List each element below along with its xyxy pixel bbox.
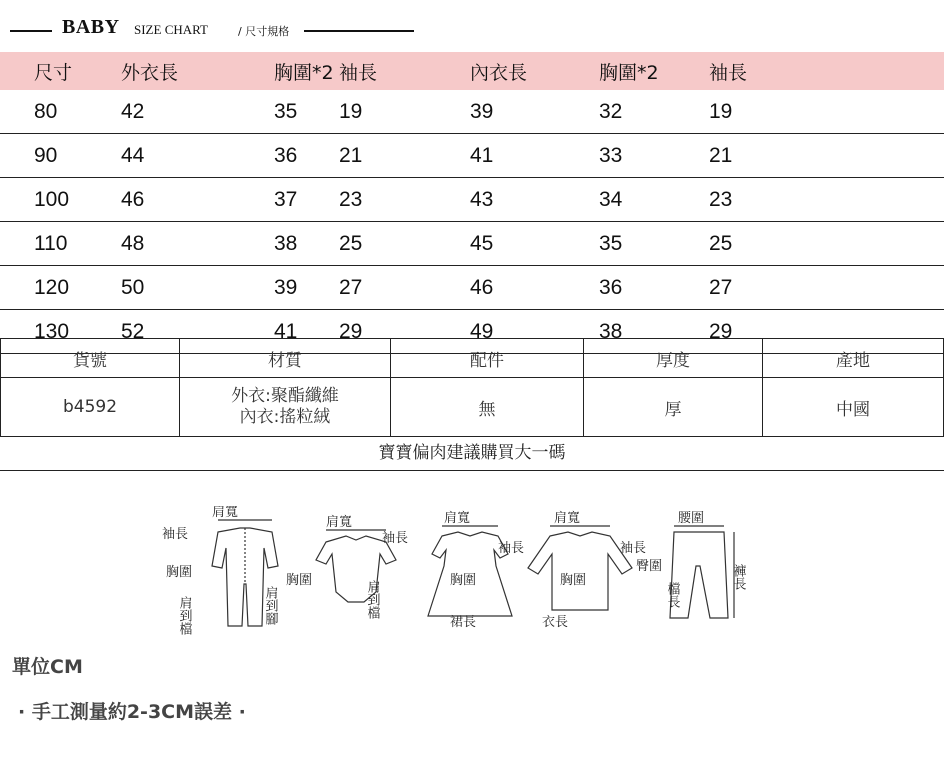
product-info-table: [0, 338, 944, 437]
table-cell: 41: [470, 134, 587, 178]
info-material: [180, 378, 391, 437]
table-cell: 27: [339, 266, 470, 310]
table-cell: 33: [587, 134, 708, 178]
table-cell: 50: [109, 266, 210, 310]
table-cell: 29: [339, 310, 470, 354]
top-chest-label: 胸圍: [560, 573, 587, 588]
table-cell: 23: [708, 178, 944, 222]
pants-crotch-label: 檔長: [664, 582, 680, 608]
romper-shoulder-crotch-label: 肩到檔: [176, 596, 192, 635]
table-cell: 44: [109, 134, 210, 178]
header-subtitle: SIZE CHART: [134, 22, 208, 37]
table-cell: 46: [109, 178, 210, 222]
header-subtitle-cn: [238, 23, 289, 39]
table-cell: 39: [210, 266, 339, 310]
table-cell: 80: [0, 90, 109, 134]
table-cell: 46: [470, 266, 587, 310]
table-row: [0, 266, 944, 310]
header-line-left: [10, 30, 52, 32]
table-cell: 110: [0, 222, 109, 266]
table-cell: 52: [109, 310, 210, 354]
header-line-right: [304, 30, 414, 32]
info-thickness: 厚: [584, 378, 763, 437]
table-cell: 100: [0, 178, 109, 222]
col-header: 外衣長: [109, 52, 210, 90]
info-item-no: b4592: [1, 378, 180, 437]
table-cell: 35: [210, 90, 339, 134]
col-header: 胸圍*2: [210, 52, 339, 90]
pants-diagram: [670, 526, 734, 618]
dress-sleeve-label: 袖長: [498, 541, 525, 556]
top-outline-icon: [528, 532, 632, 610]
romper-shoulder-label: 肩寬: [212, 506, 239, 520]
table-cell: 38: [587, 310, 708, 354]
pants-waist-label: 腰圍: [678, 511, 705, 526]
info-header-item-no: 貨號: [1, 339, 180, 378]
romper-chest-label: 胸圍: [166, 565, 193, 580]
table-cell: 36: [210, 134, 339, 178]
measurement-diagrams: [140, 506, 760, 646]
info-header-row: [1, 339, 944, 378]
dress-diagram: [428, 526, 512, 616]
bodysuit-shoulder-crotch-label: 肩到檔: [364, 580, 380, 619]
header-separator: /: [238, 25, 242, 38]
size-table: [0, 52, 944, 354]
table-row: [0, 178, 944, 222]
table-cell: 38: [210, 222, 339, 266]
table-cell: 43: [470, 178, 587, 222]
table-cell: 130: [0, 310, 109, 354]
romper-sleeve-label: 袖長: [162, 527, 189, 542]
top-sleeve-label: 袖長: [620, 541, 647, 556]
col-header: 胸圍*2: [587, 52, 708, 90]
table-cell: 19: [708, 90, 944, 134]
table-cell: 19: [339, 90, 470, 134]
size-chart-header: [0, 12, 944, 52]
col-header: 內衣長: [470, 52, 587, 90]
table-cell: 45: [470, 222, 587, 266]
pants-length-label: 褲長: [730, 564, 746, 590]
info-origin: 中國: [763, 378, 944, 437]
bodysuit-chest-label: 胸圍: [286, 573, 313, 588]
top-length-label: 衣長: [542, 615, 569, 630]
info-header-accessory: 配件: [391, 339, 584, 378]
info-material-outer: 外衣:聚酯纖維: [231, 386, 339, 406]
table-cell: 25: [708, 222, 944, 266]
dress-chest-label: 胸圍: [450, 573, 477, 588]
size-advice: 寶寶偏肉建議購買大一碼: [0, 434, 944, 471]
table-cell: 120: [0, 266, 109, 310]
table-cell: 29: [708, 310, 944, 354]
bodysuit-shoulder-label: 肩寬: [326, 515, 353, 530]
table-cell: 27: [708, 266, 944, 310]
pants-hip-label: 臀圍: [636, 559, 663, 574]
size-table-header-row: [0, 52, 944, 90]
table-cell: 36: [587, 266, 708, 310]
header-title: BABY: [62, 16, 120, 38]
table-cell: 35: [587, 222, 708, 266]
top-shoulder-label: 肩寬: [554, 511, 581, 526]
table-cell: 25: [339, 222, 470, 266]
table-cell: 21: [708, 134, 944, 178]
table-cell: 41: [210, 310, 339, 354]
bodysuit-sleeve-label: 袖長: [382, 531, 409, 546]
table-cell: 49: [470, 310, 587, 354]
romper-shoulder-foot-label: 肩到腳: [262, 586, 278, 625]
table-cell: 39: [470, 90, 587, 134]
col-header: 袖長: [339, 52, 470, 90]
table-cell: 32: [587, 90, 708, 134]
table-cell: 48: [109, 222, 210, 266]
table-row: [0, 90, 944, 134]
info-value-row: [1, 378, 944, 437]
info-header-origin: 產地: [763, 339, 944, 378]
header-subtitle-cn-text: 尺寸規格: [245, 25, 290, 38]
info-header-thickness: 厚度: [584, 339, 763, 378]
unit-label: 單位CM: [12, 656, 83, 678]
table-cell: 23: [339, 178, 470, 222]
col-header: 袖長: [708, 52, 944, 90]
info-material-inner: 內衣:搖粒絨: [239, 407, 331, 427]
table-row: [0, 134, 944, 178]
table-cell: 37: [210, 178, 339, 222]
table-cell: 42: [109, 90, 210, 134]
col-header: 尺寸: [0, 52, 109, 90]
table-row: [0, 222, 944, 266]
top-diagram: [528, 526, 632, 610]
table-cell: 34: [587, 178, 708, 222]
info-header-material: 材質: [180, 339, 391, 378]
measurement-note: · 手工測量約2-3CM誤差 ·: [18, 701, 246, 723]
table-cell: 21: [339, 134, 470, 178]
table-cell: 90: [0, 134, 109, 178]
dress-shoulder-label: 肩寬: [444, 511, 471, 526]
dress-skirt-label: 裙長: [450, 615, 477, 630]
info-accessory: 無: [391, 378, 584, 437]
